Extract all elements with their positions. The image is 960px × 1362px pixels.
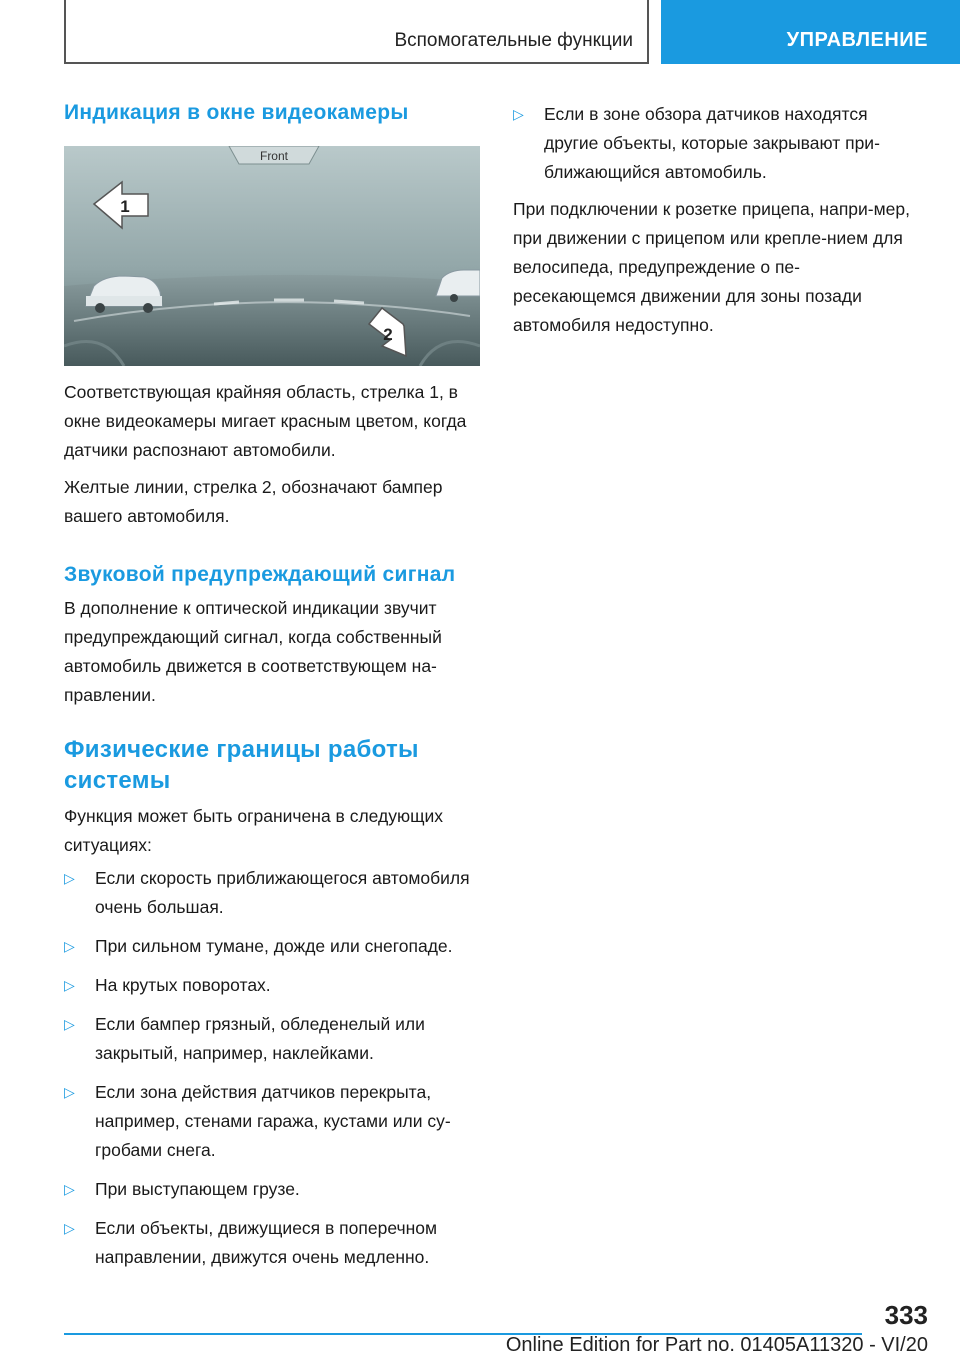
paragraph-arrow1: Соответствующая крайняя область, стрелка 1, в окне видеокамеры мигает красным цветом, когда датчики распознают автомобили. bbox=[64, 382, 467, 460]
list-item: ▷ Если зона действия датчиков перекрыта, например, стенами гаража, кустами или су-гробами снега. bbox=[64, 1078, 480, 1165]
front-label: Front bbox=[259, 149, 289, 163]
triangle-right-icon: ▷ bbox=[64, 1181, 75, 1197]
paragraph-warning-signal: В дополнение к оптической индикации звучит предупреждающий сигнал, когда собственный автомобиль движется в соответствующем на-правлении. bbox=[64, 598, 442, 705]
list-item: ▷ При сильном тумане, дожде или снегопаде. bbox=[64, 932, 480, 961]
limits-list-continued bbox=[513, 100, 913, 187]
triangle-right-icon: ▷ bbox=[64, 1084, 75, 1100]
triangle-right-icon: ▷ bbox=[64, 1016, 75, 1032]
list-item: ▷ Если бампер грязный, обледенелый или закрытый, например, наклейками. bbox=[64, 1010, 480, 1068]
header-section-box bbox=[64, 0, 649, 64]
list-item: ▷ Если в зоне обзора датчиков находятся другие объекты, которые закрывают при-ближающийся автомобиль. bbox=[513, 100, 913, 187]
header-section-title: Вспомогательные функции bbox=[394, 30, 633, 51]
triangle-right-icon: ▷ bbox=[513, 106, 524, 122]
heading-system-limits: Физические границы работы системы bbox=[64, 736, 419, 794]
triangle-right-icon: ▷ bbox=[64, 977, 75, 993]
page-number: 333 bbox=[884, 1300, 928, 1330]
paragraph-limits-intro: Функция может быть ограничена в следующих ситуациях: bbox=[64, 806, 444, 855]
arrow-1-label: 1 bbox=[120, 197, 130, 216]
list-item: ▷ Если скорость приближающегося автомобиля очень большая. bbox=[64, 864, 480, 922]
paragraph-arrow2: Желтые линии, стрелка 2, обозначают бампер вашего автомобиля. bbox=[64, 477, 443, 526]
header-chapter-title: УПРАВЛЕНИЕ bbox=[786, 29, 928, 51]
footer-edition: Online Edition for Part no. 01405A11320 - VI/20 bbox=[505, 1334, 928, 1356]
heading-warning-signal: Звуковой предупреждающий сигнал bbox=[64, 563, 456, 586]
triangle-right-icon: ▷ bbox=[64, 1220, 75, 1236]
limits-list bbox=[64, 864, 480, 1272]
list-item: ▷ На крутых поворотах. bbox=[64, 971, 480, 1000]
arrow-2-label: 2 bbox=[383, 325, 393, 344]
paragraph-trailer-note: При подключении к розетке прицепа, напри-мер, при движении с прицепом или крепле-нием для велосипеда, предупреждение о пе-ресекающемся движении для зоны позади автомобиля недоступно. bbox=[513, 199, 910, 335]
left-column bbox=[64, 100, 480, 1272]
camera-view-illustration bbox=[64, 146, 480, 366]
right-column bbox=[513, 100, 913, 340]
header-chapter-tab bbox=[661, 0, 960, 64]
list-item: ▷ При выступающем грузе. bbox=[64, 1175, 480, 1204]
heading-camera-indication: Индикация в окне видеокамеры bbox=[64, 101, 409, 124]
list-item: ▷ Если объекты, движущиеся в поперечном направлении, движутся очень медленно. bbox=[64, 1214, 480, 1272]
triangle-right-icon: ▷ bbox=[64, 938, 75, 954]
triangle-right-icon: ▷ bbox=[64, 870, 75, 886]
